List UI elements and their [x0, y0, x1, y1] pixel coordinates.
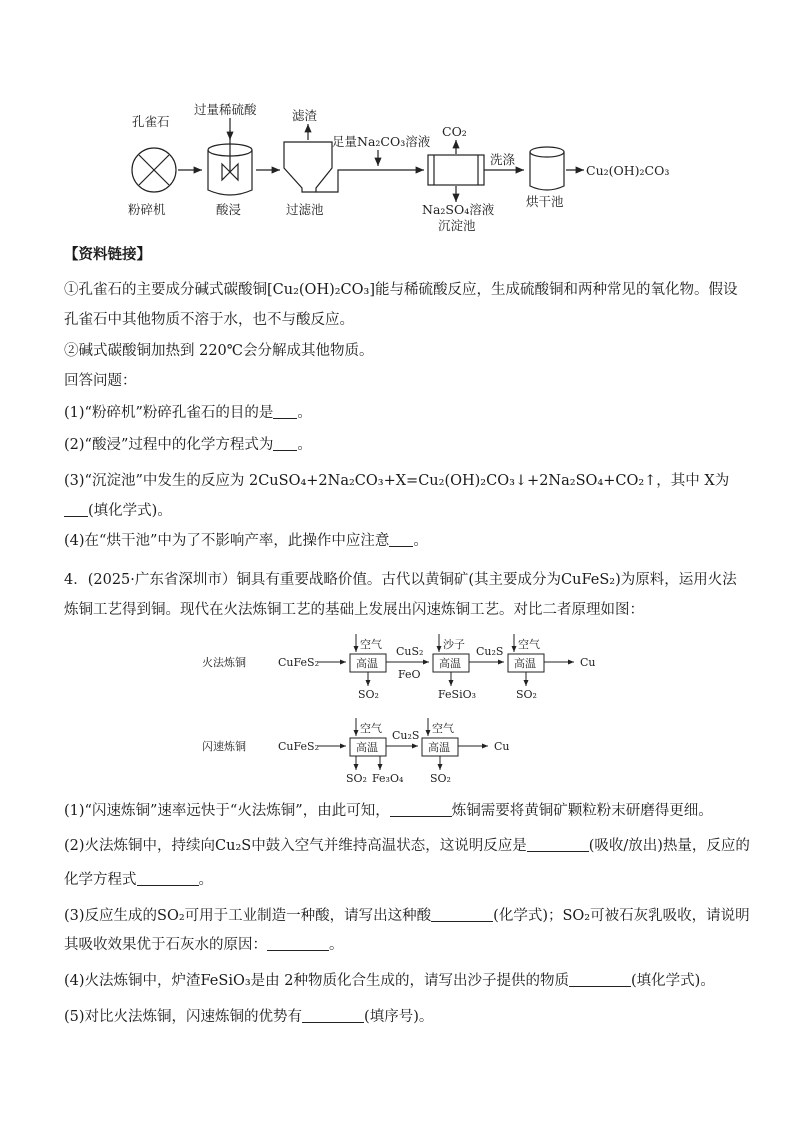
- question-4-5: (5)对比火法炼铜，闪速炼铜的优势有 (填序号)。: [64, 1009, 434, 1025]
- fire-feo: FeO: [398, 668, 421, 681]
- answer-prompt: 回答问题：: [64, 373, 137, 389]
- precip-label: 沉淀池: [438, 218, 476, 233]
- question-3-4: (4)在“烘干池”中为了不影响产率，此操作中应注意 。: [64, 533, 428, 549]
- question-4-2-line2: 化学方程式 。: [64, 872, 213, 888]
- acid-leach-label: 酸浸: [216, 202, 242, 217]
- na2so4-label: Na₂SO₄溶液: [422, 202, 495, 217]
- fire-fesio3: FeSiO₃: [438, 688, 477, 701]
- fire-sand: 沙子: [443, 638, 465, 651]
- malachite-label: 孔雀石: [132, 114, 170, 129]
- flash-high-temp-1: 高温: [356, 741, 378, 754]
- fire-so2-1: SO₂: [358, 688, 379, 701]
- fire-method-label: 火法炼铜: [202, 656, 246, 669]
- flash-air-2: 空气: [432, 722, 454, 735]
- question-4-2: (2)火法炼铜中，持续向Cu₂S中鼓入空气并维持高温状态，这说明反应是 (吸收/放出)热量，反应的: [64, 838, 750, 854]
- question-3-2: (2)“酸浸”过程中的化学方程式为 。: [64, 437, 312, 453]
- info-1: ①孔雀石的主要成分碱式碳酸铜[Cu₂(OH)₂CO₃]能与稀硫酸反应，生成硫酸铜和两种常见的氧化物。假设孔雀石中其他物质不溶于水，也不与酸反应。: [64, 282, 738, 328]
- flash-cu2s: Cu₂S: [392, 729, 420, 742]
- dryer-label: 烘干池: [526, 194, 564, 209]
- question-3-1: (1)“粉碎机”粉碎孔雀石的目的是 。: [64, 405, 312, 421]
- question-4-4: (4)火法炼铜中，炉渣FeSiO₃是由 2种物质化合生成的，请写出沙子提供的物质 (填化学式)。: [64, 973, 715, 989]
- fire-high-temp-2: 高温: [439, 657, 461, 670]
- residue-label: 滤渣: [292, 108, 318, 123]
- fire-high-temp-3: 高温: [514, 657, 536, 670]
- answer-blank[interactable]: [267, 936, 329, 951]
- answer-blank[interactable]: [302, 1008, 364, 1023]
- fire-air-2: 空气: [518, 638, 540, 651]
- fire-so2-2: SO₂: [516, 688, 537, 701]
- answer-blank[interactable]: [431, 907, 493, 922]
- fire-cufes2: CuFeS₂: [278, 656, 319, 669]
- crusher-label: 粉碎机: [128, 202, 166, 217]
- resource-header: 【资料链接】: [64, 246, 151, 263]
- fire-cu2s: Cu₂S: [476, 645, 504, 658]
- wash-label: 洗涤: [490, 152, 516, 167]
- answer-blank[interactable]: [569, 972, 631, 987]
- question-4-3: (3)反应生成的SO₂可用于工业制造一种酸，请写出这种酸 (化学式)；SO₂可被石灰乳吸收，请说明: [64, 908, 750, 924]
- info-2: ②碱式碳酸铜加热到 220℃会分解成其他物质。: [64, 343, 374, 359]
- flash-so2-2: SO₂: [430, 772, 451, 785]
- flash-high-temp-2: 高温: [428, 741, 450, 754]
- na2co3-label: 足量Na₂CO₃溶液: [332, 134, 431, 149]
- fire-cus2: CuS₂: [396, 645, 424, 658]
- fire-air-1: 空气: [360, 638, 382, 651]
- filter-label: 过滤池: [286, 202, 324, 217]
- question-4-intro: 4．(2025·广东省深圳市）铜具有重要战略价值。古代以黄铜矿(其主要成分为CuFeS₂)为原料，运用火法炼铜工艺得到铜。现代在火法炼铜工艺的基础上发展出闪速炼铜工艺。对比二者原理如图：: [64, 572, 737, 618]
- flash-so2-1: SO₂: [346, 772, 367, 785]
- fire-cu: Cu: [580, 656, 596, 669]
- answer-blank[interactable]: [390, 802, 452, 817]
- fire-high-temp-1: 高温: [356, 657, 378, 670]
- flash-method-label: 闪速炼铜: [202, 740, 246, 753]
- acid-label: 过量稀硫酸: [194, 102, 257, 117]
- question-4-3-line2: 其吸收效果优于石灰水的原因： 。: [64, 937, 344, 953]
- answer-blank[interactable]: [137, 871, 199, 886]
- question-4-1: (1)“闪速炼铜”速率远快于“火法炼铜”，由此可知， 炼铜需要将黄铜矿颗粒粉末研磨得更细。: [64, 803, 713, 819]
- flash-cufes2: CuFeS₂: [278, 740, 319, 753]
- flash-cu: Cu: [494, 740, 510, 753]
- answer-blank[interactable]: [527, 837, 589, 852]
- co2-label: CO₂: [442, 124, 467, 139]
- flash-fe3o4: Fe₃O₄: [372, 772, 404, 785]
- product-label: Cu₂(OH)₂CO₃: [586, 163, 670, 178]
- question-3-3: (3)“沉淀池”中发生的反应为 2CuSO₄+2Na₂CO₃+X=Cu₂(OH)₂CO₃↓+2Na₂SO₄+CO₂↑，其中 X为(填化学式)。: [64, 473, 730, 519]
- flash-air-1: 空气: [360, 722, 382, 735]
